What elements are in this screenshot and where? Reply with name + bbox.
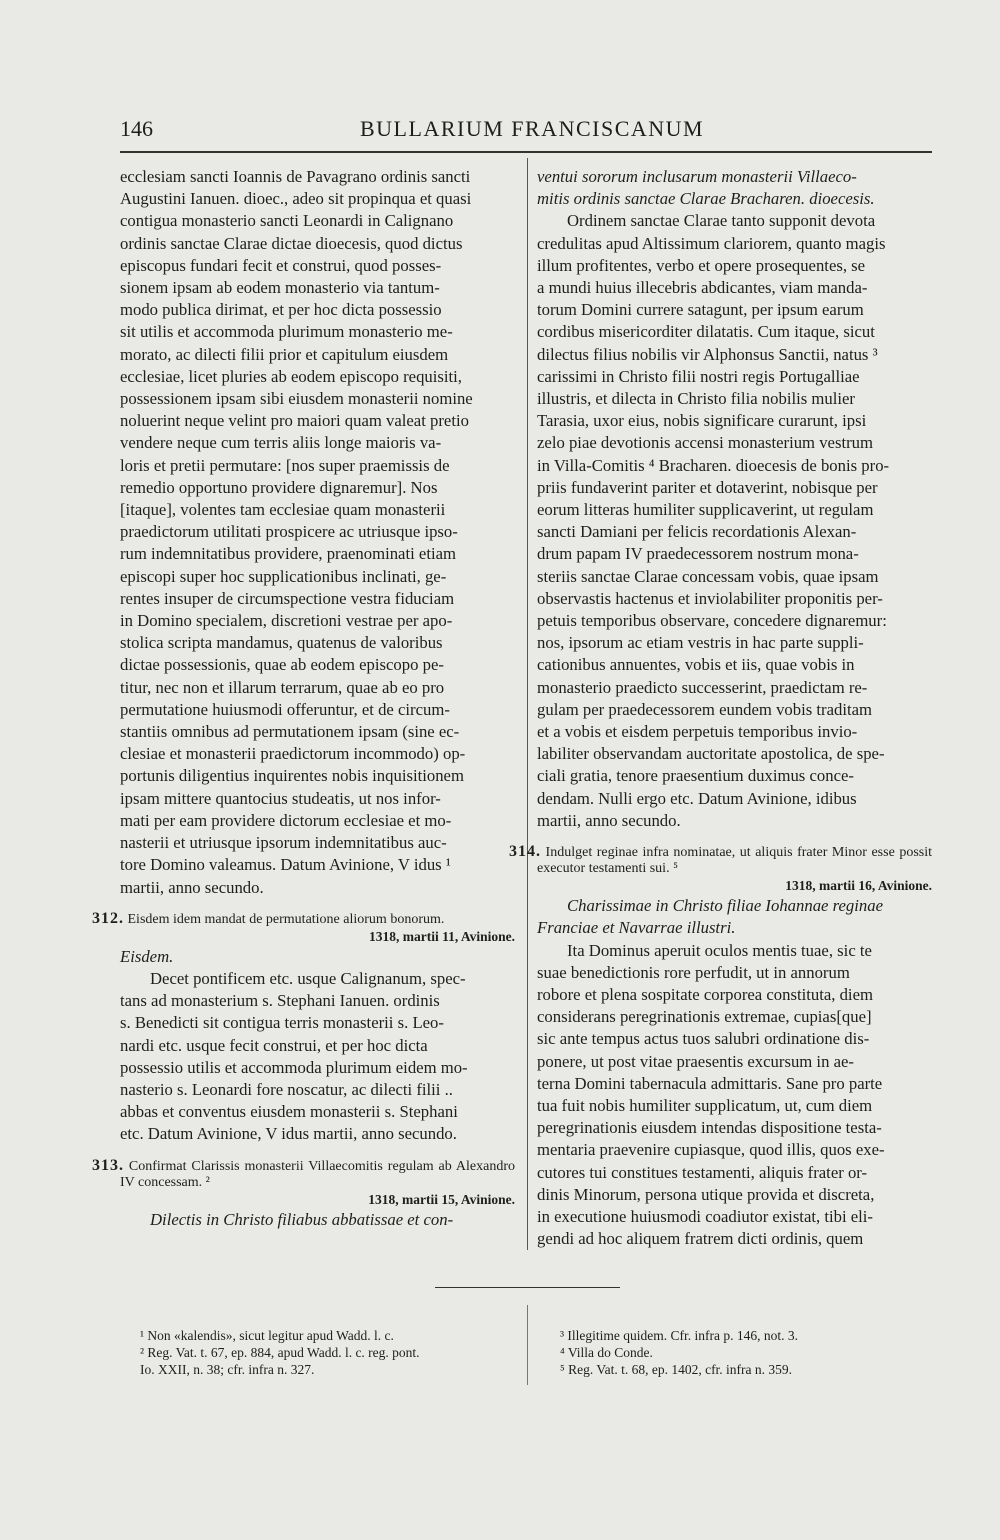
- text-line: Augustini Ianuen. dioec., adeo sit propinqua et quasi: [120, 189, 472, 209]
- text-line: suae benedictionis rore perfudit, ut in annorum: [537, 962, 850, 982]
- text-line: sit utilis et accommoda plurimum monasterio me-: [120, 322, 453, 342]
- text-line: robore et plena sospitate corporea constituta, diem: [537, 984, 873, 1004]
- entry-address: Eisdem.: [120, 946, 174, 966]
- text-line: possessio utilis et accommoda plurimum eidem mo-: [120, 1057, 468, 1077]
- text-line: Decet pontificem etc. usque Calignanum, spec-: [150, 968, 466, 988]
- text-line: ciali gratia, tenore praesentium duximus conce-: [537, 766, 854, 786]
- entry-summary: [92, 1156, 516, 1191]
- entry-date: 1318, martii 16, Avinione.: [785, 878, 932, 894]
- text-line: stantiis omnibus ad permutationem ipsam (sine ec-: [120, 722, 460, 742]
- text-line: peregrinationis eiusdem intendas dispositione testa-: [537, 1118, 882, 1138]
- header-rule: [120, 151, 932, 153]
- right-body-text: [537, 210, 932, 832]
- summary-text: Eisdem idem mandat de permutatione aliorum bonorum.: [127, 911, 445, 927]
- text-line: et a vobis et eisdem perpetuis temporibus invio-: [537, 722, 858, 742]
- entry-date: 1318, martii 15, Avinione.: [368, 1191, 515, 1207]
- text-line: ecclesiae, licet pluries ab eodem episcopo requisiti,: [120, 366, 462, 386]
- text-line: mati per eam providere dictorum ecclesiae et mo-: [120, 810, 452, 830]
- left-column: [92, 166, 516, 1231]
- text-line: [itaque], volentes tam ecclesiae quam monasterii: [120, 500, 446, 520]
- text-line: sic ante tempus actus tuos salubri ordinatione dis-: [537, 1029, 870, 1049]
- text-line: nasterii et utriusque ipsorum indemnitatibus auc-: [120, 833, 447, 853]
- text-line: dendam. Nulli ergo etc. Datum Avinione, idibus: [537, 788, 857, 808]
- text-line: contigua monasterio sancti Leonardi in Calignano: [120, 211, 454, 231]
- running-title: BULLARIUM FRANCISCANUM: [360, 116, 705, 141]
- text-line: cationibus annuentes, vobis et iis, quae vobis in: [537, 655, 855, 675]
- entry-312: [92, 909, 515, 1146]
- text-line: carissimi in Christo filii nostri regis Portugalliae: [537, 366, 860, 386]
- text-line: dinis Minorum, persona utique provida et discreta,: [537, 1184, 875, 1204]
- text-line: in Villa-Comitis ⁴ Bracharen. dioecesis de bonis pro-: [537, 455, 890, 475]
- footnotes-right: [560, 1327, 940, 1378]
- text-line: torum Domini currere satagunt, per ipsum earum: [537, 300, 864, 320]
- entry-summary: [92, 909, 515, 928]
- summary-text: Indulget reginae infra nominatae, ut aliquis frater Minor esse possit executor testamenti sui. ⁵: [537, 845, 932, 877]
- text-line: priis fundaverint pariter et dotaverint, nobisque per: [537, 477, 878, 497]
- text-line: portunis diligentius inquirentes nobis inquisitionem: [120, 766, 464, 786]
- text-line: in Domino specialem, discretioni vestrae per apo-: [120, 611, 453, 631]
- text-line: noluerint neque velint pro maiori quam valeat pretio: [120, 411, 469, 431]
- text-line: sionem ipsam ab eodem monasterio via tantum-: [120, 278, 440, 298]
- entry-address-continued: ventui sororum inclusarum monasterii Villaeco-: [537, 167, 857, 186]
- text-line: stolica scripta mandamus, quatenus de valoribus: [120, 633, 443, 653]
- text-line: episcopi super hoc supplicationibus inclinati, ge-: [120, 566, 447, 586]
- text-line: tua fuit nobis humiliter supplicatum, ut, cum diem: [537, 1095, 873, 1115]
- entry-summary: [509, 843, 932, 877]
- text-line: gendi ad hoc aliquem fratrem dicti ordinis, quem: [537, 1229, 864, 1249]
- text-line: drum papam IV praedecessorem nostrum mona-: [537, 544, 859, 564]
- text-line: martii, anno secundo.: [537, 810, 681, 830]
- text-line: Tarasia, uxor eius, nobis significare curarunt, ipsi: [537, 411, 867, 431]
- text-line: mentaria praevenire cupiasque, quod illis, quos exe-: [537, 1140, 885, 1160]
- text-line: dictae possessionis, quae ab eodem episcopo pe-: [120, 655, 444, 675]
- text-line: etc. Datum Avinione, V idus martii, anno secundo.: [120, 1124, 457, 1144]
- text-line: rum indemnitatibus providere, praenominati etiam: [120, 544, 456, 564]
- page-number: 146: [120, 116, 153, 141]
- text-line: gulam per praedecessorem eundem vobis traditam: [537, 699, 873, 719]
- text-line: rentes insuper de circumspectione vestra fiduciam: [120, 588, 455, 608]
- text-line: s. Benedicti sit contigua terris monasterii s. Leo-: [120, 1013, 444, 1033]
- text-line: cutores tui constitues testamenti, aliquis frater or-: [537, 1162, 868, 1182]
- text-line: Ita Dominus aperuit oculos mentis tuae, sic te: [567, 940, 872, 960]
- text-line: nos, ipsorum ac etiam vestris in hac parte suppli-: [537, 633, 864, 653]
- text-line: nasterio s. Leonardi fore noscatur, ac dilecti filii ..: [120, 1079, 453, 1099]
- text-line: cordibus misericorditer dilatatis. Cum itaque, sicut: [537, 322, 875, 342]
- text-line: steriis sanctae Clarae concessam vobis, quae ipsam: [537, 566, 879, 586]
- text-line: remedio opportuno providere dignaremur]. Nos: [120, 477, 438, 497]
- footnote: ³ Illegitime quidem. Cfr. infra p. 146, not. 3.: [560, 1328, 799, 1343]
- footnotes-left: [140, 1327, 520, 1378]
- text-line: tans ad monasterium s. Stephani Ianuen. ordinis: [120, 991, 440, 1011]
- text-line: tore Domino valeamus. Datum Avinione, V idus ¹: [120, 855, 451, 875]
- text-line: a mundi huius illecebris abdicantes, viam manda-: [537, 278, 868, 298]
- text-line: clesiae et monasterii praedictorum incommodo) op-: [120, 744, 466, 764]
- text-line: observastis hactenus et inviolabiliter proponitis per-: [537, 588, 883, 608]
- text-line: possessionem ipsam sibi eiusdem monasterii nomine: [120, 389, 473, 409]
- text-line: ipsam mittere quantocius studeatis, ut nos infor-: [120, 788, 441, 808]
- text-line: sancti Damiani per felicis recordationis Alexan-: [537, 522, 857, 542]
- entry-number: 313.: [92, 1156, 124, 1174]
- text-line: monasterio praedicto successerint, praedictam re-: [537, 677, 868, 697]
- text-line: petuis temporibus observare, concedere dignaremur:: [537, 611, 887, 631]
- text-line: Ordinem sanctae Clarae tanto supponit devota: [567, 211, 876, 231]
- text-line: morato, ac dilecti filii prior et capitulum eiusdem: [120, 344, 449, 364]
- text-line: ponere, ut post vitae praesentis excursum in ae-: [537, 1051, 854, 1071]
- text-line: zelo piae devotionis accensi monasterium vestrum: [537, 433, 873, 453]
- text-line: terna Domini tabernacula admittaris. Sane pro parte: [537, 1073, 883, 1093]
- text-line: labiliter observandam auctoritate apostolica, de spe-: [537, 744, 885, 764]
- entry-date: 1318, martii 11, Avinione.: [368, 928, 515, 944]
- text-line: ecclesiam sancti Ioannis de Pavagrano ordinis sancti: [120, 167, 471, 186]
- text-line: in executione huiusmodi coadiutor existat, tibi eli-: [537, 1206, 873, 1226]
- text-line: illum profitentes, verbo et opere prosequentes, se: [537, 255, 866, 275]
- text-line: ordinis sanctae Clarae dictae dioecesis, quod dictus: [120, 233, 463, 253]
- text-line: credulitas apud Altissimum clariorem, quanto magis: [537, 233, 886, 253]
- right-column: [509, 166, 932, 1250]
- text-line: dilectus filius nobilis vir Alphonsus Sanctii, natus ³: [537, 344, 878, 364]
- text-line: vendere neque cum terris aliis longe maioris va-: [120, 433, 442, 453]
- text-line: nardi etc. usque fecit construi, et per hoc dicta: [120, 1035, 428, 1055]
- column-separator: [527, 158, 528, 1250]
- left-body-text: [120, 166, 515, 899]
- footnote-rule: [435, 1287, 620, 1288]
- footnote: ⁵ Reg. Vat. t. 68, ep. 1402, cfr. infra n. 359.: [560, 1362, 793, 1377]
- text-line: eorum litteras humiliter supplicaverint, ut regulam: [537, 500, 874, 520]
- entry-address: Charissimae in Christo filiae Iohannae reginae: [567, 896, 883, 916]
- entry-number: 314.: [509, 843, 541, 861]
- summary-text: Confirmat Clarissis monasterii Villaecomitis regulam ab Alexandro IV concessam. ²: [120, 1158, 516, 1190]
- text-line: martii, anno secundo.: [120, 877, 264, 897]
- text-line: episcopus fundari fecit et construi, quod posses-: [120, 255, 442, 275]
- footnote: ² Reg. Vat. t. 67, ep. 884, apud Wadd. l. c. reg. pont.: [140, 1345, 420, 1360]
- entry-313: [92, 1156, 516, 1231]
- entry-address-continued: mitis ordinis sanctae Clarae Bracharen. dioecesis.: [537, 189, 875, 209]
- text-line: considerans peregrinationis extremae, cupias[que]: [537, 1007, 872, 1027]
- footnote-separator: [527, 1305, 528, 1385]
- text-line: praedictorum utilitati prospicere ac utriusque ipso-: [120, 522, 458, 542]
- text-line: modo publica dirimat, et per hoc dicta possessio: [120, 300, 442, 320]
- text-line: illustris, et dilecta in Christo filia nobilis mulier: [537, 389, 855, 409]
- text-line: titur, nec non et illarum terrarum, quae ab eo pro: [120, 677, 445, 697]
- entry-address: Franciae et Navarrae illustri.: [537, 918, 736, 938]
- text-line: permutatione huiusmodi offeruntur, et de circum-: [120, 699, 450, 719]
- text-line: loris et pretii permutare: [nos super praemissis de: [120, 455, 450, 475]
- entry-314: [509, 843, 932, 1250]
- footnote: ⁴ Villa do Conde.: [560, 1345, 653, 1360]
- entry-number: 312.: [92, 909, 124, 927]
- footnote: Io. XXII, n. 38; cfr. infra n. 327.: [140, 1362, 315, 1377]
- footnote: ¹ Non «kalendis», sicut legitur apud Wadd. l. c.: [140, 1328, 394, 1343]
- entry-address: Dilectis in Christo filiabus abbatissae et con-: [150, 1209, 454, 1229]
- text-line: abbas et conventus eiusdem monasterii s. Stephani: [120, 1102, 458, 1122]
